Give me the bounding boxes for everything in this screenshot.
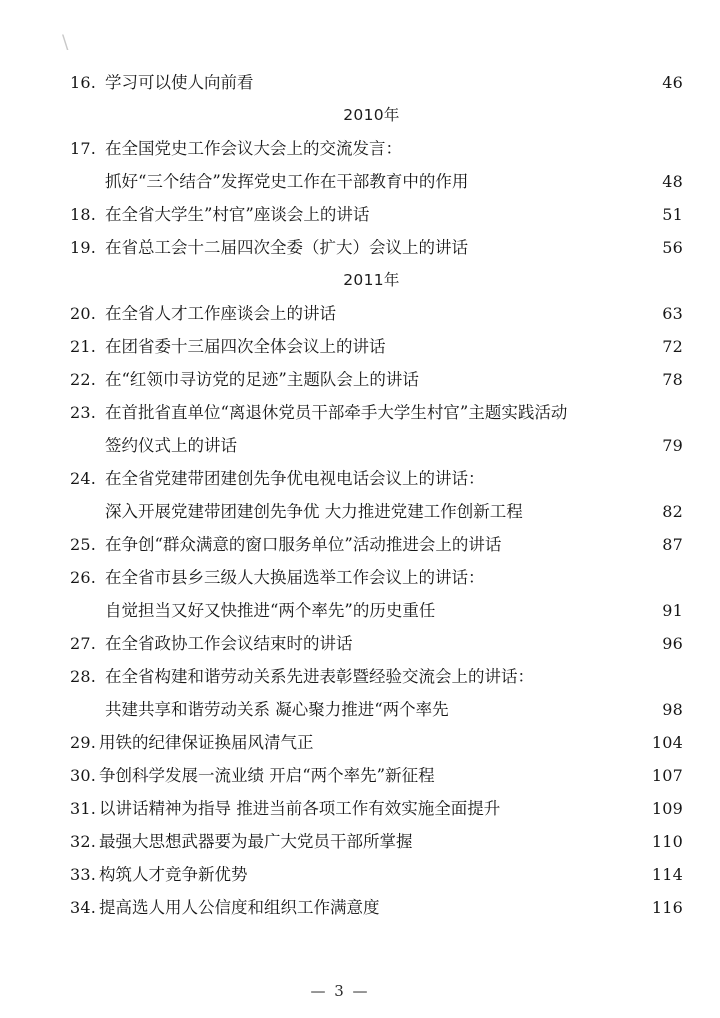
toc-entry-number: 28. xyxy=(69,667,96,686)
toc-entry-title: 在“红领巾寻访党的足迹”主题队会上的讲话 xyxy=(105,370,419,389)
toc-dot-leader xyxy=(485,567,684,584)
toc-entry[interactable] xyxy=(60,396,683,429)
toc-entry-title: 抓好“三个结合”发挥党史工作在干部教育中的作用 xyxy=(105,172,469,191)
toc-entry-page-number: 82 xyxy=(662,502,683,521)
toc-entry-title: 在全省政协工作会议结束时的讲话 xyxy=(105,634,353,653)
toc-entry-title: 最强大思想武器要为最广大党员干部所掌握 xyxy=(99,832,413,851)
toc-entry-page-number: 109 xyxy=(651,799,683,818)
toc-entry-title: 深入开展党建带团建创先争优 大力推进党建工作创新工程 xyxy=(105,502,523,521)
toc-dot-leader xyxy=(402,138,683,155)
toc-dot-leader xyxy=(314,732,652,749)
toc-entry[interactable] xyxy=(60,792,683,825)
toc-entry[interactable] xyxy=(60,231,683,264)
toc-entry-page-number: 63 xyxy=(662,304,683,323)
toc-entry-page-number: 114 xyxy=(651,865,683,884)
toc-entry-number: 26. xyxy=(69,568,96,587)
toc-entry[interactable] xyxy=(60,297,683,330)
toc-entry[interactable] xyxy=(60,858,683,891)
toc-dot-leader xyxy=(248,864,652,881)
toc-entry[interactable] xyxy=(60,660,683,693)
toc-entry-title: 用铁的纪律保证换届风清气正 xyxy=(99,733,314,752)
toc-entry-number: 20. xyxy=(69,304,96,323)
toc-dot-leader xyxy=(380,897,652,914)
toc-entry[interactable] xyxy=(60,132,683,165)
toc-entry[interactable] xyxy=(60,759,683,792)
toc-entry-number: 33. xyxy=(69,865,96,884)
toc-dot-leader xyxy=(500,798,652,815)
toc-entry-title: 在全国党史工作会议大会上的交流发言： xyxy=(105,139,402,158)
toc-entry-title: 自觉担当又好又快推进“两个率先”的历史重任 xyxy=(105,601,436,620)
toc-entry-page-number: 96 xyxy=(662,634,683,653)
toc-entry-number: 17. xyxy=(69,139,96,158)
toc-entry[interactable] xyxy=(60,363,683,396)
toc-entry-number: 30. xyxy=(69,766,96,785)
year-heading: 2010年 xyxy=(343,106,400,124)
table-of-contents xyxy=(0,66,720,924)
toc-entry-number: 34. xyxy=(69,898,96,917)
toc-entry-title: 构筑人才竞争新优势 xyxy=(99,865,248,884)
toc-entry-page-number: 87 xyxy=(662,535,683,554)
footer-page-number: — 3 — xyxy=(310,982,370,1000)
scan-artifact-mark: \ xyxy=(62,31,69,53)
toc-entry-title: 在全省市县乡三级人大换届选举工作会议上的讲话： xyxy=(105,568,485,587)
toc-dot-leader xyxy=(485,468,684,485)
toc-dot-leader xyxy=(468,237,662,254)
toc-entry[interactable] xyxy=(60,66,683,99)
toc-entry-page-number: 56 xyxy=(662,238,683,257)
toc-entry-page-number: 72 xyxy=(662,337,683,356)
toc-entry-continuation[interactable] xyxy=(60,165,683,198)
toc-dot-leader xyxy=(413,831,652,848)
toc-entry-number: 21. xyxy=(69,337,96,356)
toc-entry-number: 22. xyxy=(69,370,96,389)
toc-entry-title: 学习可以使人向前看 xyxy=(105,73,254,92)
toc-entry-page-number: 107 xyxy=(651,766,683,785)
toc-entry-title: 在全省党建带团建创先争优电视电话会议上的讲话： xyxy=(105,469,485,488)
toc-entry[interactable] xyxy=(60,891,683,924)
toc-entry-number: 25. xyxy=(69,535,96,554)
toc-entry-page-number: 79 xyxy=(662,436,683,455)
toc-entry-page-number: 104 xyxy=(651,733,683,752)
toc-entry[interactable] xyxy=(60,198,683,231)
toc-dot-leader xyxy=(523,501,662,518)
toc-entry-number: 23. xyxy=(69,403,96,422)
toc-entry[interactable] xyxy=(60,462,683,495)
toc-entry-title: 在全省人才工作座谈会上的讲话 xyxy=(105,304,336,323)
toc-entry-number: 27. xyxy=(69,634,96,653)
toc-entry-page-number: 51 xyxy=(662,205,683,224)
toc-entry[interactable] xyxy=(60,330,683,363)
toc-entry-number: 32. xyxy=(69,832,96,851)
toc-entry-continuation[interactable] xyxy=(60,594,683,627)
toc-entry-title: 在全省构建和谐劳动关系先进表彰暨经验交流会上的讲话： xyxy=(105,667,534,686)
toc-entry-title: 共建共享和谐劳动关系 凝心聚力推进“两个率先 xyxy=(105,700,449,719)
toc-dot-leader xyxy=(386,336,663,353)
toc-dot-leader xyxy=(353,633,663,650)
toc-dot-leader xyxy=(468,171,662,188)
toc-entry-number: 16. xyxy=(69,73,96,92)
toc-dot-leader xyxy=(419,369,662,386)
toc-dot-leader xyxy=(237,435,662,452)
toc-entry[interactable] xyxy=(60,561,683,594)
toc-dot-leader xyxy=(369,204,662,221)
toc-entry-title: 在团省委十三届四次全体会议上的讲话 xyxy=(105,337,386,356)
toc-entry-number: 29. xyxy=(69,733,96,752)
toc-entry-page-number: 91 xyxy=(662,601,683,620)
toc-entry-page-number: 78 xyxy=(662,370,683,389)
toc-entry-number: 31. xyxy=(69,799,96,818)
toc-entry[interactable] xyxy=(60,627,683,660)
toc-entry-title: 以讲话精神为指导 推进当前各项工作有效实施全面提升 xyxy=(99,799,501,818)
toc-entry-page-number: 98 xyxy=(662,700,683,719)
toc-entry-number: 18. xyxy=(69,205,96,224)
toc-entry-title: 在争创“群众满意的窗口服务单位”活动推进会上的讲话 xyxy=(105,535,502,554)
toc-entry-page-number: 110 xyxy=(651,832,683,851)
toc-dot-leader xyxy=(254,72,663,89)
toc-entry-title: 签约仪式上的讲话 xyxy=(105,436,237,455)
toc-dot-leader xyxy=(501,534,662,551)
toc-entry[interactable] xyxy=(60,528,683,561)
toc-dot-leader xyxy=(567,402,683,419)
toc-dot-leader xyxy=(449,699,663,716)
toc-entry-continuation[interactable] xyxy=(60,693,683,726)
toc-dot-leader xyxy=(435,765,652,782)
toc-entry-continuation[interactable] xyxy=(60,495,683,528)
toc-entry[interactable] xyxy=(60,726,683,759)
toc-entry-page-number: 116 xyxy=(651,898,683,917)
toc-entry-title: 在首批省直单位“离退休党员干部牵手大学生村官”主题实践活动 xyxy=(105,403,568,422)
toc-dot-leader xyxy=(435,600,662,617)
toc-entry-title: 在全省大学生”村官”座谈会上的讲话 xyxy=(105,205,370,224)
toc-entry-title: 在省总工会十二届四次全委（扩大）会议上的讲话 xyxy=(105,238,468,257)
year-heading: 2011年 xyxy=(343,271,400,289)
toc-entry-number: 19. xyxy=(69,238,96,257)
toc-dot-leader xyxy=(534,666,683,683)
toc-entry-number: 24. xyxy=(69,469,96,488)
toc-entry-title: 提高选人用人公信度和组织工作满意度 xyxy=(99,898,380,917)
page-footer xyxy=(0,982,720,1000)
toc-entry-page-number: 46 xyxy=(662,73,683,92)
toc-entry[interactable] xyxy=(60,825,683,858)
toc-dot-leader xyxy=(336,303,662,320)
toc-entry-title: 争创科学发展一流业绩 开启“两个率先”新征程 xyxy=(99,766,435,785)
toc-entry-continuation[interactable] xyxy=(60,429,683,462)
toc-entry-page-number: 48 xyxy=(662,172,683,191)
